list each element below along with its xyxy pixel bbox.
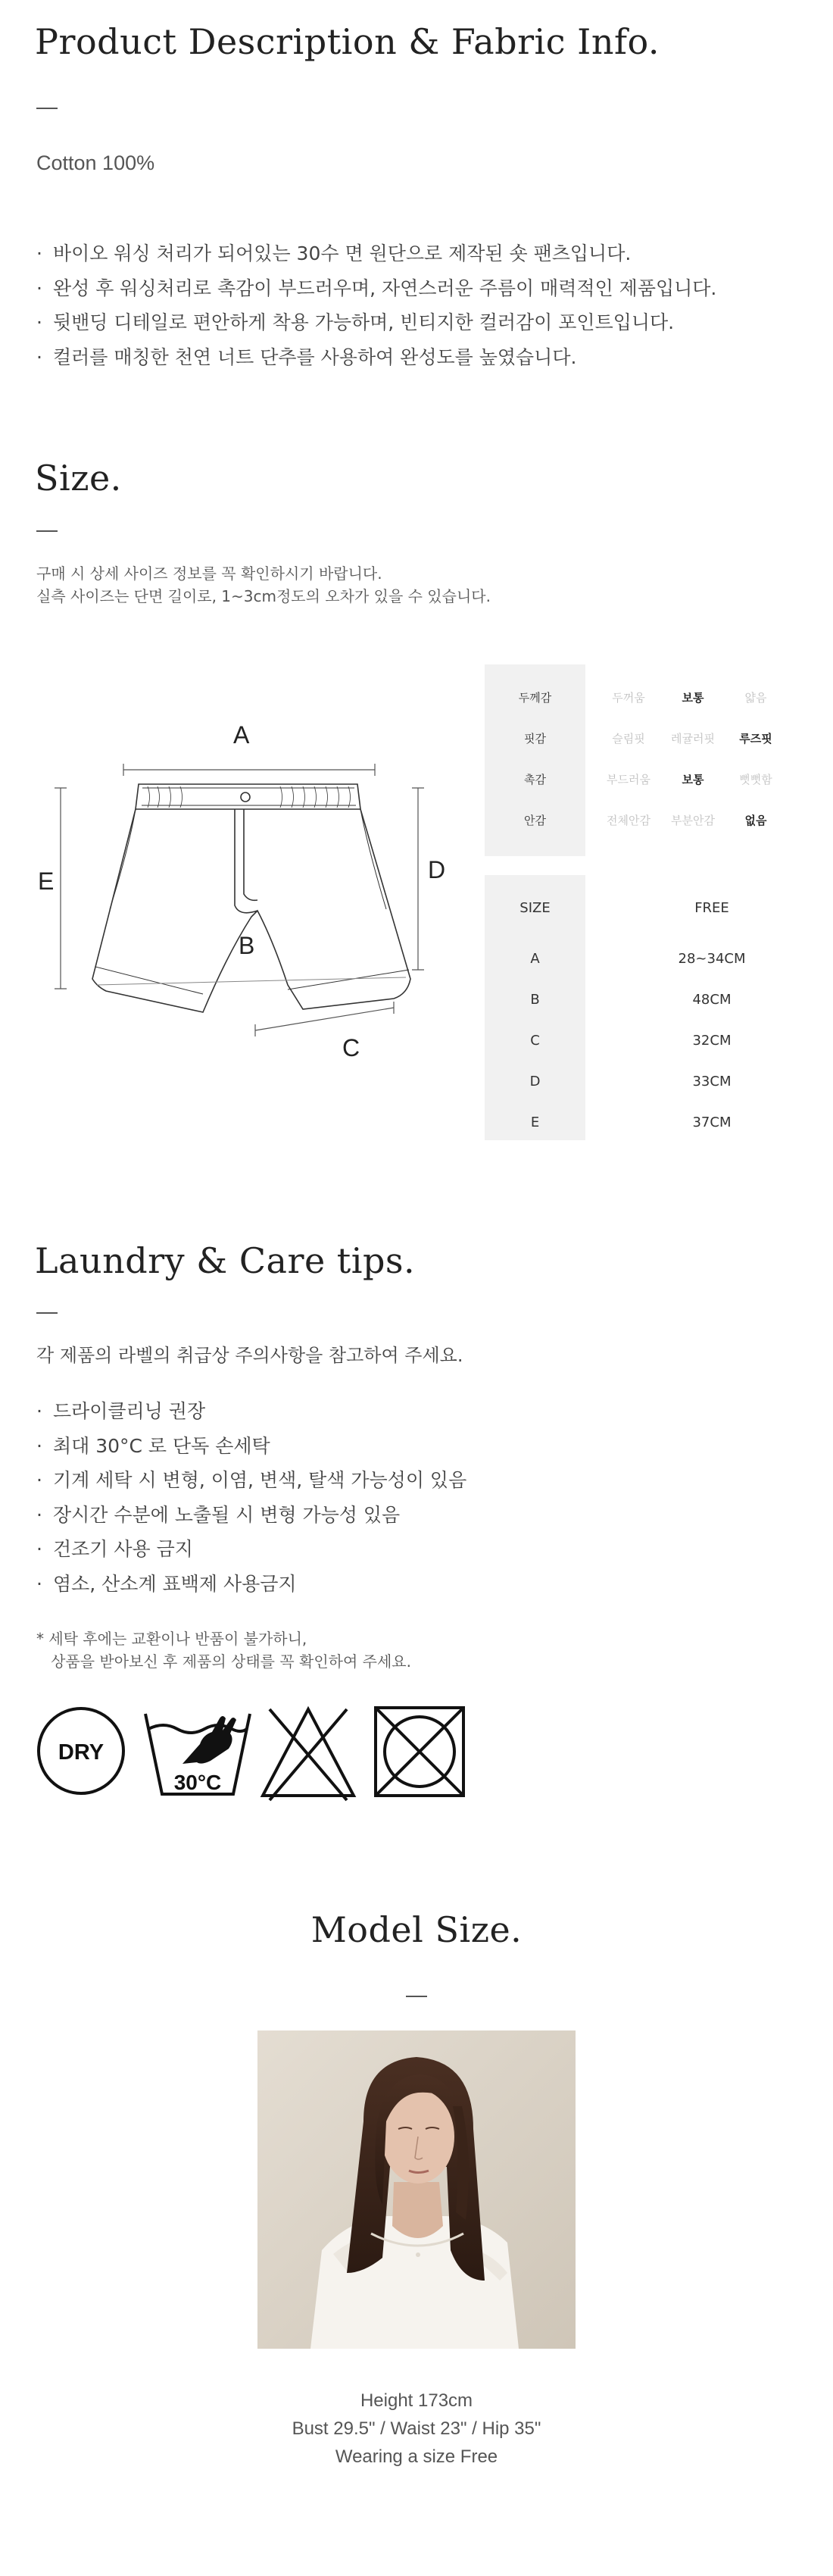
laundry-tips bbox=[36, 1394, 466, 1601]
fit-row-label: 촉감 bbox=[524, 773, 546, 786]
laundry-tip: · 드라이클리닝 권장 bbox=[36, 1394, 466, 1429]
size-row-label: A bbox=[530, 951, 540, 967]
hand-wash-icon bbox=[141, 1705, 254, 1803]
diagram-label-d: D bbox=[428, 856, 446, 883]
size-row-label: B bbox=[530, 992, 540, 1008]
fit-option: 레귤러핏 bbox=[671, 732, 715, 746]
diagram-label-a: A bbox=[233, 721, 250, 749]
diagram-label-e: E bbox=[38, 868, 55, 895]
care-icons bbox=[35, 1705, 474, 1803]
laundry-divider bbox=[36, 1312, 58, 1314]
fit-row bbox=[485, 718, 788, 759]
model-wearing-size: Wearing a size Free bbox=[335, 2446, 498, 2467]
size-note: 구매 시 상세 사이즈 정보를 꼭 확인하시기 바랍니다. bbox=[36, 564, 382, 583]
table-row bbox=[485, 1021, 788, 1061]
diagram-label-c: C bbox=[342, 1034, 360, 1061]
shorts-illustration bbox=[30, 712, 454, 1061]
size-diagram bbox=[30, 712, 454, 1061]
fit-option: 뻣뻣함 bbox=[739, 773, 772, 786]
fit-option: 얇음 bbox=[744, 691, 767, 705]
size-table-header bbox=[485, 888, 788, 929]
size-row-value: 32CM bbox=[692, 1033, 732, 1049]
size-row-value: 28~34CM bbox=[678, 951, 746, 967]
product-bullet: · 뒷밴딩 디테일로 편안하게 착용 가능하며, 빈티지한 컬러감이 포인트입니다. bbox=[36, 305, 716, 340]
laundry-tip: · 염소, 산소계 표백제 사용금지 bbox=[36, 1567, 466, 1602]
title-divider bbox=[36, 108, 58, 109]
diagram-label-b: B bbox=[239, 932, 255, 959]
fit-option: 두꺼움 bbox=[612, 691, 645, 705]
product-bullets bbox=[36, 236, 716, 374]
dry-label: DRY bbox=[58, 1740, 105, 1765]
fit-option: 전체안감 bbox=[607, 814, 650, 827]
size-header-value: FREE bbox=[694, 900, 729, 916]
fit-row bbox=[485, 800, 788, 841]
size-row-value: 48CM bbox=[692, 992, 732, 1008]
fit-option: 슬림핏 bbox=[612, 732, 645, 746]
no-tumble-dry-icon bbox=[373, 1705, 466, 1799]
laundry-tip: · 장시간 수분에 노출될 시 변형 가능성 있음 bbox=[36, 1498, 466, 1533]
model-photo bbox=[257, 2030, 576, 2349]
fit-row bbox=[485, 759, 788, 800]
table-row bbox=[485, 1102, 788, 1143]
laundry-intro: 각 제품의 라벨의 취급상 주의사항을 참고하여 주세요. bbox=[36, 1345, 463, 1366]
size-row-value: 37CM bbox=[692, 1114, 732, 1130]
laundry-tip: · 기계 세탁 시 변형, 이염, 변색, 탈색 가능성이 있음 bbox=[36, 1463, 466, 1498]
product-description-title: Product Description & Fabric Info. bbox=[35, 21, 660, 62]
laundry-warning: 상품을 받아보신 후 제품의 상태를 꼭 확인하여 주세요. bbox=[36, 1652, 411, 1671]
size-note: 실측 사이즈는 단면 길이로, 1~3cm정도의 오차가 있을 수 있습니다. bbox=[36, 587, 491, 605]
model-measurements: Bust 29.5" / Waist 23" / Hip 35" bbox=[292, 2418, 541, 2439]
laundry-title: Laundry & Care tips. bbox=[35, 1240, 416, 1281]
size-row-label: C bbox=[530, 1033, 540, 1049]
model-divider bbox=[406, 1996, 427, 1997]
fit-option: 부드러움 bbox=[607, 773, 650, 786]
fit-row bbox=[485, 677, 788, 718]
size-row-value: 33CM bbox=[692, 1074, 732, 1089]
size-row-label: D bbox=[529, 1074, 541, 1089]
size-divider bbox=[36, 530, 58, 532]
size-table bbox=[485, 875, 788, 1140]
product-bullet: · 컬러를 매칭한 천연 너트 단추를 사용하여 완성도를 높였습니다. bbox=[36, 340, 716, 375]
model-title: Model Size. bbox=[310, 1909, 523, 1950]
hand-wash-temp: 30°C bbox=[173, 1771, 222, 1794]
product-bullet: · 완성 후 워싱처리로 촉감이 부드러우며, 자연스러운 주름이 매력적인 제품입니다. bbox=[36, 271, 716, 306]
size-title: Size. bbox=[35, 458, 122, 499]
size-row-label: E bbox=[530, 1114, 540, 1130]
fit-row-label: 안감 bbox=[524, 814, 546, 827]
laundry-tip: · 건조기 사용 금지 bbox=[36, 1532, 466, 1567]
fit-row-label: 핏감 bbox=[524, 732, 546, 746]
dry-clean-icon bbox=[35, 1705, 127, 1797]
fit-option-selected: 보통 bbox=[682, 773, 704, 786]
table-row bbox=[485, 1061, 788, 1102]
model-image bbox=[257, 2030, 576, 2349]
fit-table bbox=[485, 664, 788, 856]
model-height: Height 173cm bbox=[360, 2390, 473, 2411]
fit-option-selected: 없음 bbox=[744, 814, 767, 827]
fit-row-label: 두께감 bbox=[518, 691, 552, 705]
laundry-tip: · 최대 30°C 로 단독 손세탁 bbox=[36, 1429, 466, 1464]
table-row bbox=[485, 939, 788, 980]
fit-option-selected: 루즈핏 bbox=[739, 732, 772, 746]
product-bullet: · 바이오 워싱 처리가 되어있는 30수 면 원단으로 제작된 숏 팬츠입니다. bbox=[36, 236, 716, 271]
no-bleach-icon bbox=[259, 1705, 357, 1802]
laundry-warning: * 세탁 후에는 교환이나 반품이 불가하니, bbox=[36, 1630, 307, 1648]
fit-option-selected: 보통 bbox=[682, 691, 704, 705]
fabric-composition: Cotton 100% bbox=[36, 152, 155, 174]
fit-option: 부분안감 bbox=[671, 814, 715, 827]
table-row bbox=[485, 980, 788, 1021]
size-header-label: SIZE bbox=[519, 900, 551, 916]
